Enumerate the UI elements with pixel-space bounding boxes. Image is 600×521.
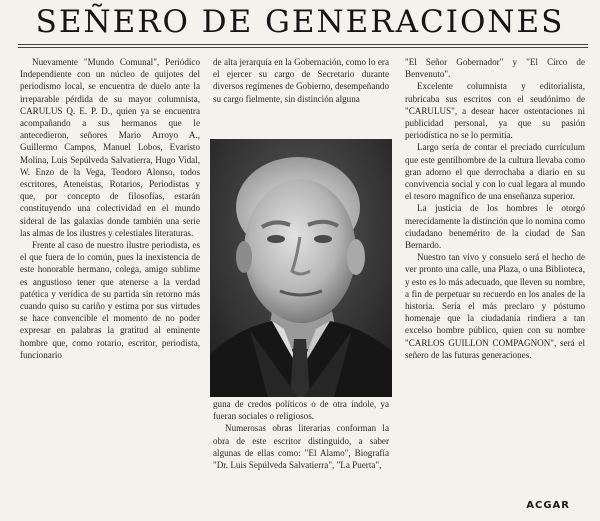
column-2-bottom-paragraph-1: guna de credos políticos o de otra índole, ya fueran sociales o religiosos. xyxy=(213,399,389,422)
column-3-paragraph-3: Largo sería de contar el preciado currículum que este gentilhombre de la cultura llevaba como gran adorno el que derrochaba a diario en su convivencia social y con lo cual legara al mundo el tesoro magnífico de una enseñanza superior. xyxy=(405,142,585,202)
article-column-1 xyxy=(20,56,200,518)
portrait-photo-image xyxy=(210,139,392,397)
article-headline: SEÑERO DE GENERACIONES xyxy=(35,4,565,40)
portrait-photo xyxy=(210,139,392,397)
column-3-paragraph-5: Nuestro tan vivo y consuelo será el hecho de ver pronto una calle, una Plaza, o una Biblioteca, y esto es lo más adecuado, que lleven su nombre, a fin de perpetuar su recuerdo en los anales de la historia. Sería el más preclaro y póstumo homenaje que la ciudadanía rindiera a tan excelso hombre público, quien con su nombre "CARLOS GUILLON COMPAGNON", será el señero de las futuras generaciones. xyxy=(405,252,585,360)
headline-rule-top xyxy=(18,44,588,45)
column-3-paragraph-4: La justicia de los hombres le otorgó merecidamente la distinción que lo nomina como ciudadano benemérito de la ciudad de San Bernardo. xyxy=(405,203,585,251)
article-column-2-top xyxy=(213,56,389,140)
column-3-paragraph-2: Excelente columnista y editorialista, rubricaba sus escritos con el seudónimo de "CARULUS", a desear hacer ostentaciones ni publicidad personal, ya que su pasión periodística no se lo permitía. xyxy=(405,81,585,141)
column-2-top-paragraph: de alta jerarquía en la Gobernación, como lo era el ejercer su cargo de Secretario durante diversos regímenes de Gobierno, desempeñando su cargo fielmente, sin distinción alguna xyxy=(213,57,389,104)
author-signature: ACGAR xyxy=(526,500,570,511)
column-3-paragraph-1: "El Señor Gobernador" y "El Circo de Benvenuto". xyxy=(405,57,585,80)
article-column-3 xyxy=(405,56,585,502)
column-1-paragraph-1: Nuevamente "Mundo Comunal", Periódico Independiente con un núcleo de quijotes del periodismo local, se encuentra de duelo ante la irreparable pérdida de su mayor columnista, CARULUS Q. E. P. D., quien ya se encuentra acompañando a sus hermanos que le antecedieron, señores Mario Arroyo A., Guillermo Campos, Manuel Lobos, Evaristo Molina, Luis Sepúlveda Salvatierra, Hugo Vidal, W. Enzo de la Vega, Teodoro Alonso, todos escritores, Ateneístas, Rotarios, Periodistas y que, por concepto de filosofías, estarán constituyendo una colectividad en el mundo sideral de las galaxias donde también una serie las almas de los ilustres y celestiales literaturas. xyxy=(20,57,200,238)
column-2-bottom-paragraph-2: Numerosas obras literarias conforman la obra de este escritor distinguido, a saber algunas de ellas como: "El Alamo", Biografía "Dr. Luis Sepúlveda Salvatierra", "La Puerta", xyxy=(213,423,389,471)
column-1-paragraph-2: Frente al caso de nuestro ilustre periodista, es el que fuera de lo común, pues la inexistencia de este honorable hermano, colega, amigo sublime es angustioso tener que atenerse a la verdad patética y verídica de su partida sin retorno más cuando quiso su cariño y estima por sus virtudes se hace convencible el momento de no poder expresar en palabras la gratitud al eminente hombre que, como rotario, escritor, periodista, funcionario xyxy=(20,240,200,360)
headline-rule-bottom xyxy=(18,47,588,48)
article-column-2-bottom xyxy=(213,398,389,516)
